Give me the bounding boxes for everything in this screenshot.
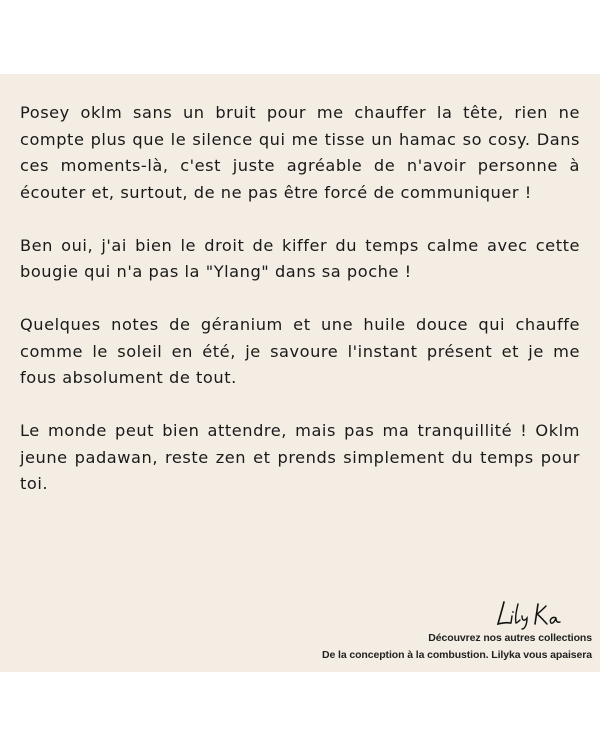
body-text <box>20 100 580 524</box>
paragraph-2: Ben oui, j'ai bien le droit de kiffer du temps calme avec cette bougie qui n'a pas la "Ylang" dans sa poche ! <box>20 235 580 281</box>
paragraph-4: Le monde peut bien attendre, mais pas ma tranquillité ! Oklm jeune padawan, reste zen et prends simplement du temps pour toi. <box>20 421 580 493</box>
lilyka-signature-logo <box>494 596 574 630</box>
paragraph-3: Quelques notes de géranium et une huile douce qui chauffe comme le soleil en été, je savoure l'instant présent et je me fous absolument de tout. <box>20 315 580 387</box>
text-card <box>0 74 600 672</box>
footer-tagline-text: De la conception à la combustion. Lilyka vous apaisera <box>321 649 592 661</box>
paragraph-1: Posey oklm sans un bruit pour me chauffer la tête, rien ne compte plus que le silence qui me tisse un hamac so cosy. Dans ces moments-là, c'est juste agréable de n'avoir personne à écouter et, surtout, de ne pas être forcé de communiquer ! <box>20 103 580 202</box>
footer-collections-text: Découvrez nos autres collections <box>428 632 592 644</box>
